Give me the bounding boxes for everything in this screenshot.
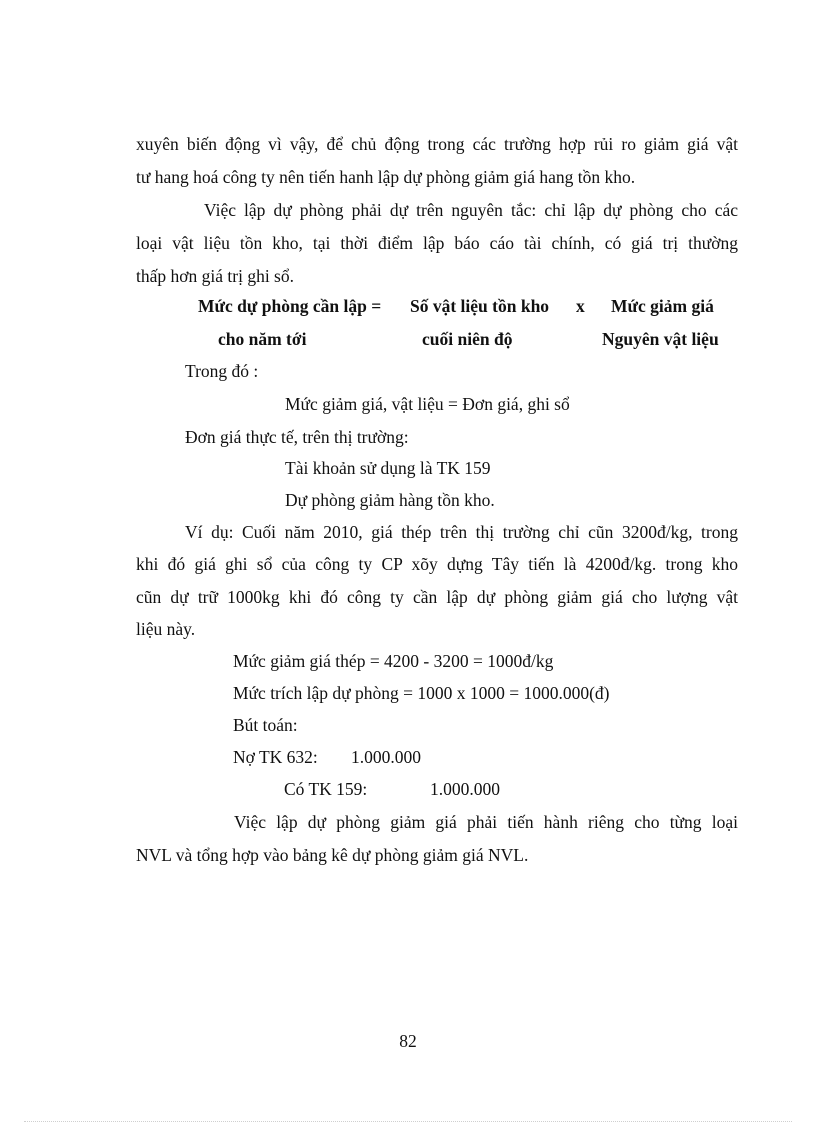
formula-mid-line1: Số vật liệu tồn kho (410, 296, 550, 316)
where-line3: Tài khoản sử dụng là TK 159 (285, 458, 491, 478)
formula-right-line2: Nguyên vật liệu (602, 329, 719, 349)
where-line2: Đơn giá thực tế, trên thị trường: (185, 427, 409, 447)
formula-right-line1: Mức giảm giá (611, 296, 714, 316)
paragraph2-line2: loại vật liệu tồn kho, tại thời điểm lập báo cáo tài chính, có giá trị thường (136, 233, 738, 253)
example-line4: liệu này. (136, 619, 196, 639)
formula-left-line2: cho năm tới (218, 329, 307, 349)
where-line1: Mức giảm giá, vật liệu = Đơn giá, ghi sổ (285, 394, 570, 414)
credit-label: Có TK 159: (284, 779, 368, 799)
calc-line2: Mức trích lập dự phòng = 1000 x 1000 = 1000.000(đ) (233, 683, 610, 703)
where-line4: Dự phòng giảm hàng tồn kho. (285, 490, 495, 510)
page-number: 82 (399, 1031, 417, 1051)
debit-label: Nợ TK 632: (233, 747, 318, 767)
footer-divider (24, 1121, 792, 1122)
paragraph2-line1: Việc lập dự phòng phải dự trên nguyên tắc: chỉ lập dự phòng cho các (204, 200, 738, 220)
paragraph2-line3: thấp hơn giá trị ghi sổ. (136, 266, 294, 286)
credit-amount: 1.000.000 (430, 779, 500, 799)
paragraph1-line1: xuyên biến động vì vậy, để chủ động trong các trường hợp rủi ro giảm giá vật (136, 134, 738, 154)
example-line2: khi đó giá ghi sổ của công ty CP xõy dựng Tây tiến là 4200đ/kg. trong kho (136, 554, 738, 574)
formula-mid-line2: cuối niên độ (422, 329, 513, 349)
formula-operator: x (576, 296, 585, 316)
paragraph1-line2: tư hang hoá công ty nên tiến hanh lập dự phòng giảm giá hang tồn kho. (136, 167, 636, 187)
paragraph3-line1: Việc lập dự phòng giảm giá phải tiến hành riêng cho từng loại (234, 812, 738, 832)
where-label: Trong đó : (185, 361, 259, 381)
formula-left-line1: Mức dự phòng cần lập = (198, 296, 382, 316)
calc-line1: Mức giảm giá thép = 4200 - 3200 = 1000đ/kg (233, 651, 554, 671)
example-line3: cũn dự trữ 1000kg khi đó công ty cần lập dự phòng giảm giá cho lượng vật (136, 587, 738, 607)
debit-amount: 1.000.000 (351, 747, 421, 767)
calc-line3: Bút toán: (233, 715, 298, 735)
example-line1: Ví dụ: Cuối năm 2010, giá thép trên thị trường chỉ cũn 3200đ/kg, trong (185, 522, 738, 542)
paragraph3-line2: NVL và tổng hợp vào bảng kê dự phòng giảm giá NVL. (136, 845, 529, 865)
